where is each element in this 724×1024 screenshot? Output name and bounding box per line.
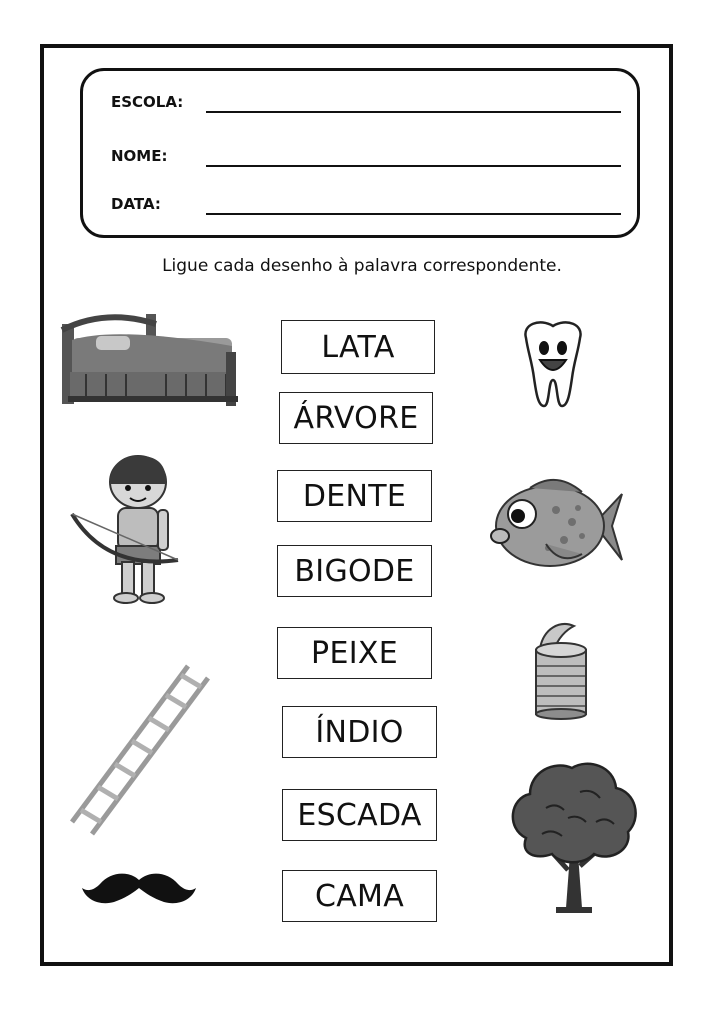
date-field-line[interactable] [206, 213, 621, 215]
ladder-icon[interactable] [68, 662, 214, 838]
school-label: ESCOLA: [111, 93, 184, 111]
word-box-arvore[interactable]: ÁRVORE [279, 392, 433, 444]
tooth-icon[interactable] [518, 318, 588, 410]
student-info-box [80, 68, 640, 238]
school-field-line[interactable] [206, 111, 621, 113]
fish-icon[interactable] [486, 470, 624, 582]
word-box-dente[interactable]: DENTE [277, 470, 432, 522]
indian-boy-icon[interactable] [66, 450, 186, 606]
school-row [111, 89, 621, 113]
word-box-escada[interactable]: ESCADA [282, 789, 437, 841]
instruction-text: Ligue cada desenho à palavra correspondente. [162, 256, 562, 276]
mustache-icon[interactable] [80, 866, 198, 910]
word-box-peixe[interactable]: PEIXE [277, 627, 432, 679]
word-box-lata[interactable]: LATA [281, 320, 435, 374]
name-label: NOME: [111, 147, 168, 165]
date-row [111, 191, 621, 215]
word-box-bigode[interactable]: BIGODE [277, 545, 432, 597]
name-field-line[interactable] [206, 165, 621, 167]
bed-icon[interactable] [56, 300, 240, 410]
word-box-cama[interactable]: CAMA [282, 870, 437, 922]
tree-icon[interactable] [506, 758, 642, 920]
name-row [111, 143, 621, 167]
can-icon[interactable] [530, 620, 592, 720]
word-box-indio[interactable]: ÍNDIO [282, 706, 437, 758]
date-label: DATA: [111, 195, 161, 213]
